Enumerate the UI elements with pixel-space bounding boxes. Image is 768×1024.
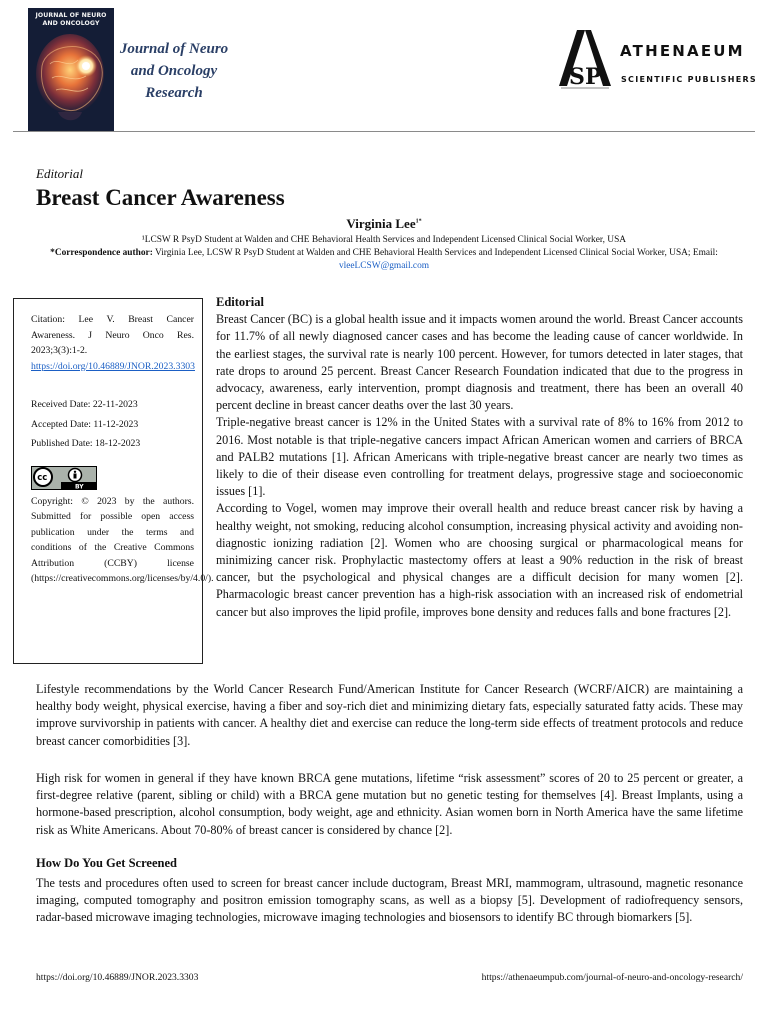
journal-name: Journal of Neuro and Oncology Research xyxy=(119,41,229,101)
cc-by-icon xyxy=(31,466,97,490)
author-name: Virginia Lee xyxy=(346,216,416,231)
footer-doi-link[interactable]: https://doi.org/10.46889/JNOR.2023.3303 xyxy=(36,972,199,983)
paragraph-1: Breast Cancer (BC) is a global health issue and it impacts women around the world. Breast Cancer accounts for 11.7% of all newly diagnosed cancer cases and has become the leading cause of cancer worldwide. In the earliest stages, the survival rate is nearly 100 percent. However, for tumors detected in later stages, that rate drops to around 25 percent. Breast Cancer Research Foundation indicated that due to the progress in advocacy, awareness, early intervention, prompt diagnosis and treatment, there has been an overall 40 percent decline in breast cancer deaths over the last 30 years. xyxy=(216,312,743,413)
email-link[interactable]: vleeLCSW@gmail.com xyxy=(338,261,430,271)
correspondence-text: Virginia Lee, LCSW R PsyD Student at Walden and CHE Behavioral Health Services and Independent Licensed Clinical Social Worker, USA; Email: xyxy=(152,248,718,258)
paragraph-6-text: The tests and procedures often used to screen for breast cancer include ductogram, Breast MRI, mammogram, ultrasound, magnetic resonance imaging, computed tomography and positron emission tomography scans, as well as a biopsy [5]. Development of radiofrequency sensors, radar-based microwave imaging technologies, microwave imaging technologies and biosensors to identify BC through biomarkers [5]. xyxy=(36,876,743,925)
author-line xyxy=(0,216,768,232)
copyright-notice: Copyright: © 2023 by the authors. Submitted for possible open access publication under the terms and conditions of the Creative Commons Attribution (CCBY) license (https://creativecommons.org/licenses/by/4.0/). xyxy=(31,495,214,584)
doi-link[interactable]: https://doi.org/10.46889/JNOR.2023.3303 xyxy=(31,360,195,372)
affiliation: ¹LCSW R PsyD Student at Walden and CHE Behavioral Health Services and Independent Licensed Clinical Social Worker, USA xyxy=(141,235,627,245)
publisher-subtitle: SCIENTIFIC PUBLISHERS xyxy=(621,75,757,84)
publisher-name: ATHENAEUM xyxy=(620,42,745,60)
published-date: Published Date: 18-12-2023 xyxy=(31,438,141,449)
paragraph-3: According to Vogel, women may improve their overall health and reduce breast cancer risk by having a healthy weight, not smoking, reducing alcohol consumption, increasing physical activity and avoiding non-diagnostic ionizing radiation [2]. Women who are choosing surgical or pharmacological means for minimizing cancer risk. Prophylactic mastectomy offers at least a 90% reduction in the risk of breast cancer, but the psychological and physical changes are a difficult decision for many women [2]. Pharmacologic breast cancer prevention has a high-risk association with an increased risk of endometrial cancer but also improves the lipid profile, improves bone density and reduces falls and bone fractures [2]. xyxy=(216,501,743,619)
accepted-date: Accepted Date: 11-12-2023 xyxy=(31,418,139,430)
author-superscript: 1* xyxy=(415,218,422,225)
svg-text:BY: BY xyxy=(75,482,84,490)
header-divider xyxy=(13,131,755,132)
paragraph-4-text: Lifestyle recommendations by the World Cancer Research Fund/American Institute for Cancer Research (WCRF/AICR) are maintaining a healthy body weight, physical exercise, having a fiber and soy-rich diet and minimizing dietary fats, especially saturated fatty acids. These may improve survivorship in patients with cancer. A healthy diet and exercise can reduce the long-term side effects of treatment protocols and reduce breast cancer comorbidities [3]. xyxy=(36,682,743,748)
correspondence-label: *Correspondence author: xyxy=(50,248,153,258)
brain-illustration xyxy=(28,26,114,132)
paragraph-6 xyxy=(36,875,743,927)
athenaeum-logo-icon xyxy=(555,28,613,90)
article-title: Breast Cancer Awareness xyxy=(36,185,285,210)
journal-cover-image xyxy=(28,8,114,132)
footer-journal-link[interactable]: https://athenaeumpub.com/journal-of-neuro-and-oncology-research/ xyxy=(481,972,743,983)
section-heading-editorial: Editorial xyxy=(216,295,264,309)
correspondence xyxy=(40,247,728,273)
article-info-box xyxy=(13,298,214,664)
svg-text:P: P xyxy=(585,64,602,90)
citation: Citation: Lee V. Breast Cancer Awareness. J Neuro Onco Res. 2023;3(3):1-2. xyxy=(31,314,194,356)
svg-text:S: S xyxy=(569,64,585,90)
paragraph-2: Triple-negative breast cancer is 12% in the United States with a survival rate of 8% to 16% from 2012 to 2016. Most notable is that triple-negative cancers impact African American women and carriers of BRCA and PALB2 mutations [1]. African Americans with triple-negative breast cancer are nearly two times as likely to die of their disease even controlling for treatment delays, progressive stage and socioeconomic issues [1]. xyxy=(216,415,743,499)
received-date: Received Date: 22-11-2023 xyxy=(31,399,138,410)
section-heading-screening: How Do You Get Screened xyxy=(36,856,177,870)
main-column xyxy=(216,294,743,621)
paragraph-5 xyxy=(36,770,743,839)
dates-block xyxy=(31,397,194,452)
article-type: Editorial xyxy=(36,166,83,181)
svg-text:cc: cc xyxy=(37,472,48,483)
cover-title: JOURNAL OF NEURO AND ONCOLOGY xyxy=(35,12,107,27)
paragraph-5-text: High risk for women in general if they have known BRCA gene mutations, lifetime “risk assessment” scores of 20 to 25 percent or greater, a first-degree relative (parent, sibling or child) with a BRCA gene mutation but no genetic testing for themselves [4]. Breast Implants, using a hormone-based prescription, alcohol consumption, body weight, age and ethnicity. Asian women born in North America have the same lifetime risk as White Americans. About 70-80% of breast cancer is considered by chance [2]. xyxy=(36,771,743,837)
paragraph-4 xyxy=(36,681,743,750)
